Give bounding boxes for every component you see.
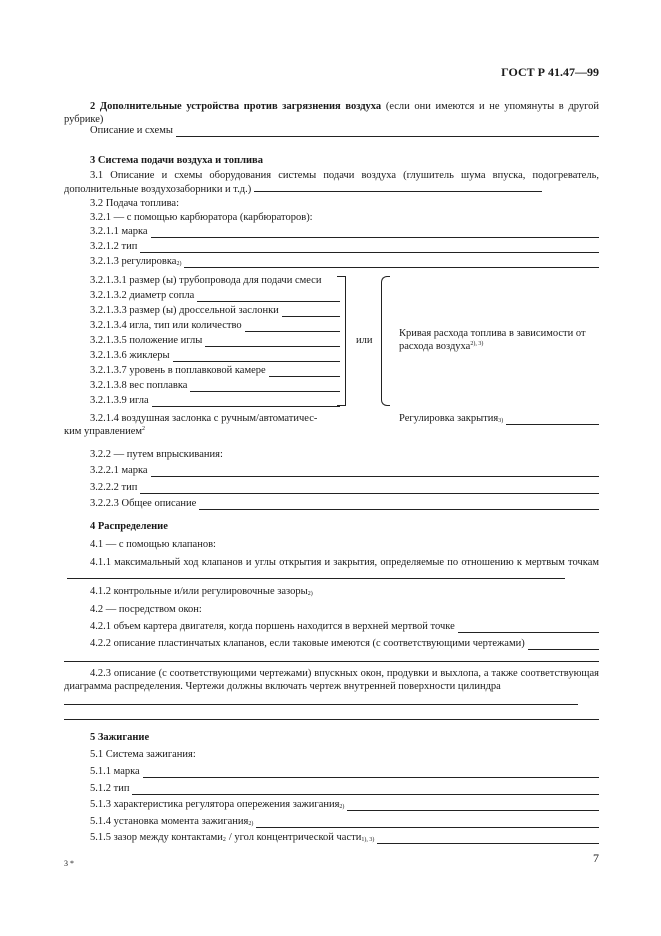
line-3-2-1-2: 3.2.1.2 тип (90, 240, 599, 253)
s2-desc-field[interactable] (176, 127, 599, 137)
page-number: 7 (593, 851, 599, 865)
item-3-2-1-3-8: 3.2.1.3.8 вес поплавка (90, 379, 340, 392)
field-3-2-1-3[interactable] (184, 258, 599, 268)
field-3-2-2-3[interactable] (199, 500, 599, 510)
field-4-2-1[interactable] (458, 623, 599, 633)
field-3-2-2-1[interactable] (151, 467, 599, 477)
line-4-2-1: 4.2.1 объем картера двигателя, когда поршень находится в верхней мертвой точке (90, 620, 599, 633)
section-2-heading: 2 Дополнительные устройства против загрязнения воздуха (если они имеются и не упомянуты в другой рубрике) (64, 101, 599, 125)
item-3-2-1-3-6: 3.2.1.3.6 жиклеры (90, 349, 340, 362)
closing-adjust: Регулировка закрытия 3) (399, 412, 599, 425)
line-4-2-2: 4.2.2 описание пластинчатых клапанов, если таковые имеются (с соответствующими чертежами) (90, 637, 599, 650)
s2-desc-line: Описание и схемы (90, 124, 599, 137)
p-4-2: 4.2 — посредством окон: (90, 604, 202, 615)
item-3-2-1-3-9: 3.2.1.3.9 игла (90, 394, 340, 407)
field-5-1-3[interactable] (347, 801, 599, 811)
line-5-1-2: 5.1.2 тип (90, 782, 599, 795)
or-label: или (356, 335, 373, 346)
right-bracket (337, 276, 346, 406)
section-5-heading: 5 Зажигание (90, 732, 150, 743)
line-3-2-1-3: 3.2.1.3 регулировка 2) (90, 255, 599, 268)
p-3-2-1: 3.2.1 — с помощью карбюратора (карбюраторов): (90, 212, 313, 223)
field-3-2-2-2[interactable] (140, 484, 599, 494)
p-5-1: 5.1 Система зажигания: (90, 749, 196, 760)
field-5-1-1[interactable] (143, 768, 599, 778)
item-3-2-1-3-3: 3.2.1.3.3 размер (ы) дроссельной заслонки (90, 304, 340, 317)
p-3-2-1-4: 3.2.1.4 воздушная заслонка с ручным/автоматичес-ким управлением$^2$ (64, 413, 318, 437)
field-4-1-1[interactable] (67, 569, 565, 579)
field-5-1-5[interactable] (377, 834, 599, 844)
field-3-2-1-2[interactable] (140, 243, 599, 253)
blank-line[interactable] (64, 661, 599, 662)
curve-text: Кривая расхода топлива в зависимости от расхода воздуха$^{2), 3)}$ (399, 328, 586, 352)
field-5-1-2[interactable] (132, 785, 599, 795)
p-4-1: 4.1 — с помощью клапанов: (90, 539, 216, 550)
item-3-2-1-3-4: 3.2.1.3.4 игла, тип или количество (90, 319, 340, 332)
field-4-2-2[interactable] (528, 640, 599, 650)
blank-line[interactable] (64, 719, 599, 720)
line-3-2-2-2: 3.2.2.2 тип (90, 481, 599, 494)
blank-line[interactable] (64, 704, 578, 705)
section-4-heading: 4 Распределение (90, 521, 168, 532)
left-brace (381, 276, 390, 406)
p-3-1: 3.1 Описание и схемы оборудования системы подачи воздуха (глушитель шума впуска, подогреватель, дополнительные воздухозаборники и т.д.) (64, 170, 599, 195)
line-3-2-2-3: 3.2.2.3 Общее описание (90, 497, 599, 510)
p-3-2: 3.2 Подача топлива: (90, 198, 180, 209)
item-3-2-1-3-5: 3.2.1.3.5 положение иглы (90, 334, 340, 347)
document-code: ГОСТ Р 41.47—99 (501, 65, 599, 79)
footer-signature: 3 * (64, 859, 74, 868)
p-4-2-3: 4.2.3 описание (с соответствующими чертежами) впускных окон, продувки и выхлопа, а также соответствующая диаграмма распределения. Чертежи должны включать чертеж внутренней поверхности цилиндра (64, 668, 599, 692)
p-4-1-1: 4.1.1 максимальный ход клапанов и углы открытия и закрытия, определяемые по отношению к мертвым точкам (64, 556, 599, 583)
item-3-2-1-3-1: 3.2.1.3.1 размер (ы) трубопровода для подачи смеси (90, 275, 322, 286)
p-3-1-field[interactable] (254, 182, 542, 192)
line-5-1-5: 5.1.5 зазор между контактами 2 / угол концентрической части 1), 3) (90, 831, 599, 844)
line-3-2-1-1: 3.2.1.1 марка (90, 225, 599, 238)
line-5-1-3: 5.1.3 характеристика регулятора опережения зажигания 2) (90, 798, 599, 811)
field-5-1-4[interactable] (256, 818, 599, 828)
line-5-1-1: 5.1.1 марка (90, 765, 599, 778)
section-3-heading: 3 Система подачи воздуха и топлива (90, 155, 263, 166)
field-3-2-1-1[interactable] (151, 228, 599, 238)
item-3-2-1-3-7: 3.2.1.3.7 уровень в поплавковой камере (90, 364, 340, 377)
line-3-2-2-1: 3.2.2.1 марка (90, 464, 599, 477)
closing-adjust-field[interactable] (506, 415, 599, 425)
item-3-2-1-3-2: 3.2.1.3.2 диаметр сопла (90, 289, 340, 302)
line-4-1-2: 4.1.2 контрольные и/или регулировочные зазоры 2) (90, 586, 313, 597)
p-3-2-2: 3.2.2 — путем впрыскивания: (90, 449, 223, 460)
line-5-1-4: 5.1.4 установка момента зажигания 2) (90, 815, 599, 828)
